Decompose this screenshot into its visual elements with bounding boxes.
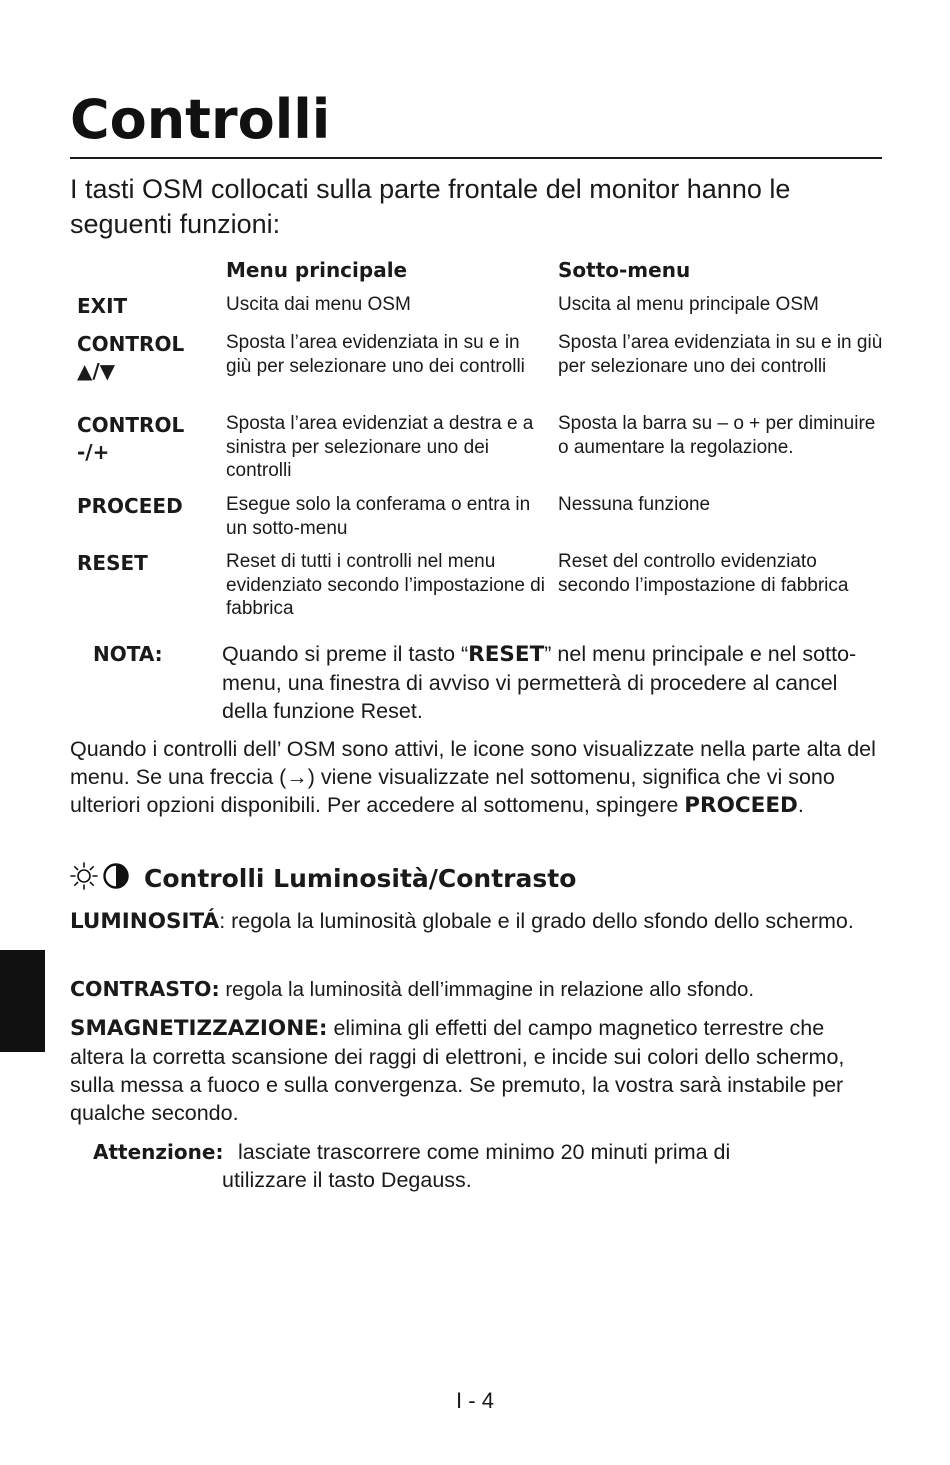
chapter-tab-marker: [0, 950, 45, 1052]
nota-text-end: ” nel menu principale e nel sotto-menu, una finestra di avviso vi permetterà di procedere al cancel della funzione Reset.: [222, 642, 857, 723]
row-key: CONTROL -/+: [77, 413, 185, 464]
row-main-menu: Sposta l’area evidenziat a destra e a sinistra per selezionare uno dei controlli: [226, 413, 534, 481]
smagnetizzazione-paragraph: [70, 1014, 880, 1127]
nota-text-start: Quando si preme il tasto “: [222, 642, 469, 666]
proceed-keyword: PROCEED: [684, 793, 798, 818]
nota-reset-keyword: RESET: [468, 642, 545, 667]
row-key: RESET: [77, 551, 148, 575]
attenzione-text-line2: utilizzare il tasto Degauss.: [222, 1168, 472, 1192]
page-number: I - 4: [456, 1388, 494, 1413]
title-rule: [70, 157, 882, 159]
smagnetizzazione-label: SMAGNETIZZAZIONE:: [70, 1016, 328, 1041]
section-heading: [70, 860, 576, 896]
nota-text: [222, 640, 887, 725]
contrasto-label: CONTRASTO:: [70, 977, 220, 1001]
osm-paragraph: [70, 735, 880, 820]
luminosita-text: : regola la luminosità globale e il grado dello sfondo dello schermo.: [219, 909, 854, 933]
row-main-menu: Reset di tutti i controlli nel menu evidenziato secondo l’impostazione di fabbrica: [226, 551, 545, 619]
nota-label: NOTA:: [93, 642, 163, 666]
column-header-sub: Sotto-menu: [558, 258, 691, 282]
luminosita-label: LUMINOSITÁ: [70, 909, 220, 934]
row-key: EXIT: [77, 294, 128, 318]
column-header-main: Menu principale: [226, 258, 408, 282]
attenzione-label: Attenzione:: [93, 1140, 224, 1164]
row-sub-menu: Reset del controllo evidenziato secondo l’impostazione di fabbrica: [558, 551, 849, 596]
contrasto-paragraph: [70, 975, 880, 1004]
row-sub-menu: Sposta la barra su – o + per diminuire o aumentare la regolazione.: [558, 413, 876, 458]
row-main-menu: Esegue solo la conferama o entra in un sotto-menu: [226, 494, 531, 539]
row-key: CONTROL ▲/▼: [77, 332, 185, 383]
osm-paragraph-end: .: [797, 793, 804, 817]
osm-paragraph-text: Quando i controlli dell’ OSM sono attivi, le icone sono visualizzate nella parte alta del menu. Se una freccia (→) viene visualizzate nel sottomenu, significa che vi sono ulteriori opzioni disponibili. Per accedere al sottomenu, spingere: [70, 737, 876, 817]
row-main-menu: Sposta l’area evidenziata in su e in giù per selezionare uno dei controlli: [226, 332, 525, 377]
contrast-icon: [102, 862, 130, 895]
attenzione-text-line1: lasciate trascorrere come minimo 20 minuti prima di: [238, 1140, 731, 1164]
smagnetizzazione-text: elimina gli effetti del campo magnetico terrestre che altera la corretta scansione dei raggi di elettroni, e incide sui colori dello schermo, sulla messa a fuoco e sulla convergenza. Se premuto, la vostra sarà instabile per qualche secondo.: [70, 1016, 845, 1125]
section-title: Controlli Luminosità/Contrasto: [144, 863, 577, 893]
row-key: PROCEED: [77, 494, 183, 518]
row-sub-menu: Nessuna funzione: [558, 494, 711, 515]
page-title: Controlli: [70, 88, 331, 151]
row-sub-menu: Uscita al menu principale OSM: [558, 294, 819, 315]
row-main-menu: Uscita dai menu OSM: [226, 294, 411, 315]
intro-text: I tasti OSM collocati sulla parte frontale del monitor hanno le seguenti funzioni:: [70, 174, 791, 239]
brightness-icon: [70, 862, 98, 895]
luminosita-paragraph: [70, 907, 880, 936]
contrasto-text: regola la luminosità dell’immagine in relazione allo sfondo.: [219, 978, 755, 1001]
row-sub-menu: Sposta l’area evidenziata in su e in giù per selezionare uno dei controlli: [558, 332, 883, 377]
